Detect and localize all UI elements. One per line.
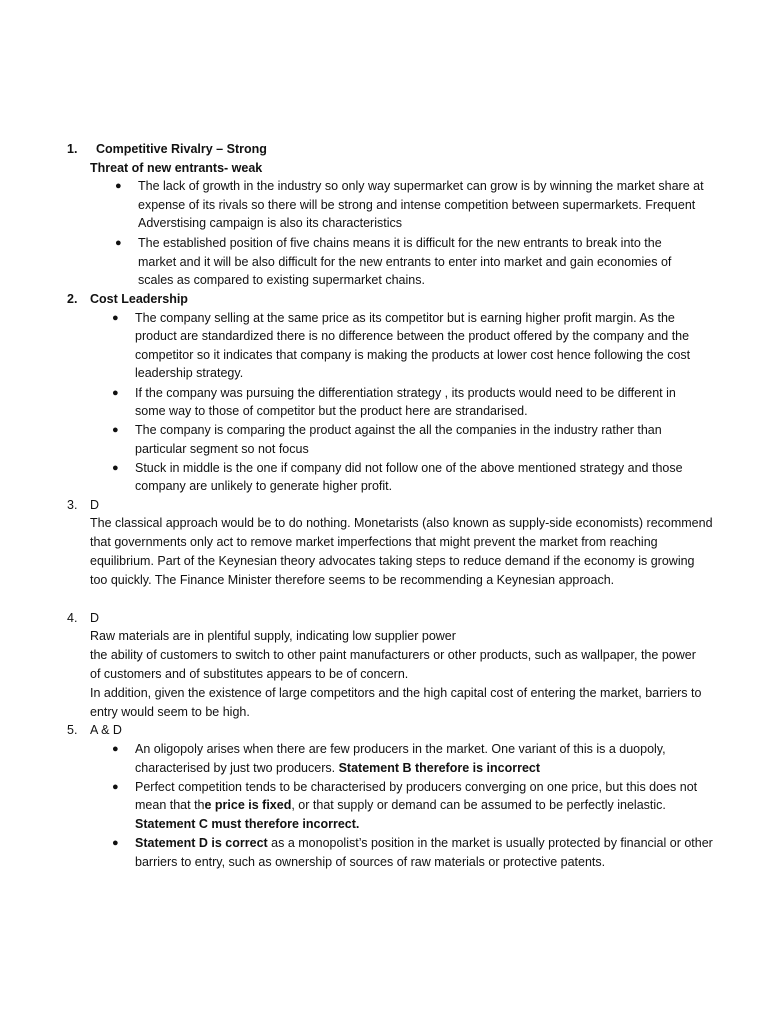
bullet-icon: ● [115, 237, 122, 249]
bullet-line: some way to those of competitor but the product here are strandarised. [135, 404, 528, 418]
bullet-line: Adverstising campaign is also its characteristics [138, 216, 402, 230]
bullet-line: expense of its rivals so there will be strong and intense competition between supermarkets. Frequent [138, 198, 696, 212]
item-title: Cost Leadership [90, 292, 188, 306]
body-line: the ability of customers to switch to other paint manufacturers or other products, such as wallpaper, the power [90, 648, 696, 662]
item-answer: D [90, 611, 100, 625]
body-line: equilibrium. Part of the Keynesian theory advocates taking steps to reduce demand if the economy is growing [90, 554, 695, 568]
bullet-line: The company selling at the same price as its competitor but is earning higher profit margin. As the [135, 311, 675, 325]
item-number: 1. [67, 142, 78, 156]
bullet-text: characterised by just two producers. [135, 761, 339, 775]
item-number: 4. [67, 611, 78, 625]
body-line: too quickly. The Finance Minister therefore seems to be recommending a Keynesian approach. [90, 573, 615, 587]
bullet-icon: ● [112, 462, 119, 474]
bullet-line: Perfect competition tends to be characterised by producers converging on one price, but this does not [135, 780, 698, 794]
item-answer: D [90, 498, 100, 512]
bullet-line [135, 796, 666, 815]
bullet-text-bold: e price is fixed [204, 798, 292, 812]
item-answer: A & D [90, 723, 122, 737]
bullet-text-bold: Statement B therefore is incorrect [338, 761, 541, 775]
bullet-line: Statement C must therefore incorrect. [135, 817, 360, 831]
item-number: 3. [67, 498, 78, 512]
item-title: Competitive Rivalry – Strong [96, 142, 267, 156]
bullet-line: product are standardized there is no difference between the product offered by the company and the [135, 329, 690, 343]
bullet-icon: ● [112, 743, 119, 755]
bullet-text: as a monopolist’s position in the market is usually protected by financial or other [267, 836, 713, 850]
bullet-line [135, 759, 540, 778]
bullet-text: mean that th [135, 798, 205, 812]
bullet-line: leadership strategy. [135, 366, 244, 380]
body-line: In addition, given the existence of large competitors and the high capital cost of entering the market, barriers to [90, 686, 702, 700]
bullet-text-bold: Statement D is correct [135, 836, 268, 850]
bullet-line: competitor so it indicates that company is making the products at lower cost hence following the cost [135, 348, 691, 362]
bullet-line: barriers to entry, such as ownership of sources of raw materials or protective patents. [135, 855, 606, 869]
bullet-line: If the company was pursuing the differentiation strategy , its products would need to be different in [135, 386, 676, 400]
bullet-line [135, 834, 713, 853]
bullet-line: particular segment so not focus [135, 442, 309, 456]
bullet-icon: ● [112, 837, 119, 849]
bullet-line: The established position of five chains means it is difficult for the new entrants to break into the [138, 236, 662, 250]
bullet-line: scales as compared to existing supermarket chains. [138, 273, 425, 287]
bullet-text: , or that supply or demand can be assumed to be perfectly inelastic. [291, 798, 666, 812]
body-line: The classical approach would be to do nothing. Monetarists (also known as supply-side economists) recommend [90, 516, 713, 530]
item-number: 5. [67, 723, 78, 737]
bullet-line: company are unlikely to generate higher profit. [135, 479, 393, 493]
bullet-line: The company is comparing the product against the all the companies in the industry rather than [135, 423, 662, 437]
body-line: that governments only act to remove market imperfections that might prevent the market from reaching [90, 535, 658, 549]
bullet-line: market and it will be also difficult for the new entrants to enter into market and gain economies of [138, 255, 672, 269]
body-line: of customers and of substitutes appears to be of concern. [90, 667, 409, 681]
bullet-line: An oligopoly arises when there are few producers in the market. One variant of this is a duopoly, [135, 742, 666, 756]
bullet-icon: ● [112, 387, 119, 399]
body-line: entry would seem to be high. [90, 705, 250, 719]
bullet-line: Stuck in middle is the one if company did not follow one of the above mentioned strategy and those [135, 461, 683, 475]
bullet-icon: ● [112, 781, 119, 793]
bullet-icon: ● [112, 312, 119, 324]
body-line: Raw materials are in plentiful supply, indicating low supplier power [90, 629, 456, 643]
item-subtitle: Threat of new entrants- weak [90, 161, 263, 175]
bullet-icon: ● [115, 180, 122, 192]
bullet-line: The lack of growth in the industry so only way supermarket can grow is by winning the market share at [138, 179, 704, 193]
item-number: 2. [67, 292, 78, 306]
bullet-icon: ● [112, 424, 119, 436]
